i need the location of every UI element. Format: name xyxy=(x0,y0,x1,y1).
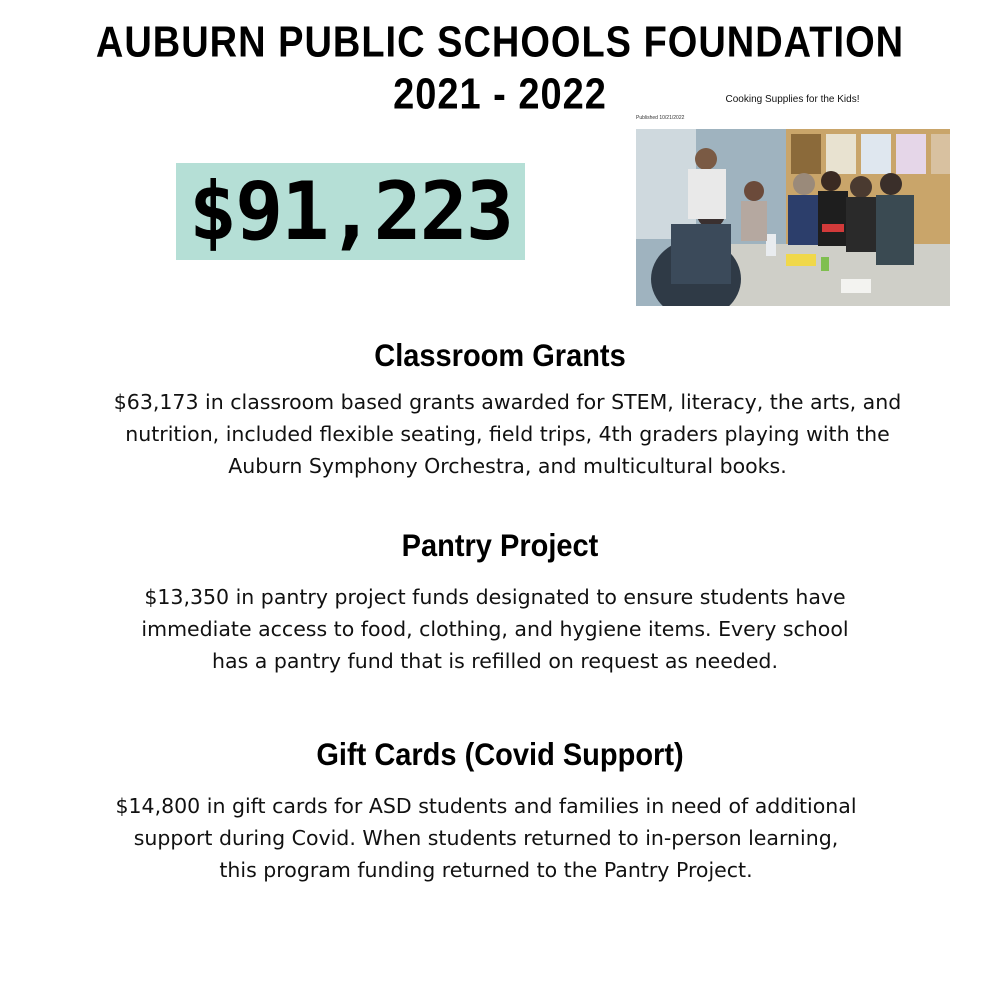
body-line: Auburn Symphony Orchestra, and multicultural books. xyxy=(228,454,787,478)
body-line: immediate access to food, clothing, and hygiene items. Every school xyxy=(141,617,849,641)
body-line: nutrition, included flexible seating, field trips, 4th graders playing with the xyxy=(125,422,890,446)
classroom-photo xyxy=(636,129,950,306)
photo-published-date: Published 10/21/2022 xyxy=(636,115,685,121)
section-heading-gift-cards: Gift Cards (Covid Support) xyxy=(316,737,684,773)
title-line-1: AUBURN PUBLIC SCHOOLS FOUNDATION xyxy=(95,18,905,68)
section-body-classroom-grants xyxy=(100,386,915,482)
body-line: this program funding returned to the Pantry Project. xyxy=(219,858,753,882)
body-line: $14,800 in gift cards for ASD students and families in need of additional xyxy=(115,794,857,818)
section-body-gift-cards xyxy=(100,790,872,886)
section-heading-classroom-grants: Classroom Grants xyxy=(374,338,626,374)
photo-caption: Cooking Supplies for the Kids! xyxy=(725,94,860,105)
section-body-pantry-project xyxy=(100,581,890,677)
body-line: $63,173 in classroom based grants awarded for STEM, literacy, the arts, and xyxy=(113,390,902,414)
body-line: has a pantry fund that is refilled on request as needed. xyxy=(212,649,778,673)
title-line-2: 2021 - 2022 xyxy=(393,70,607,120)
total-amount: $91,223 xyxy=(176,163,525,260)
body-line: support during Covid. When students returned to in-person learning, xyxy=(133,826,839,850)
body-line: $13,350 in pantry project funds designated to ensure students have xyxy=(144,585,846,609)
section-heading-pantry-project: Pantry Project xyxy=(401,528,599,564)
